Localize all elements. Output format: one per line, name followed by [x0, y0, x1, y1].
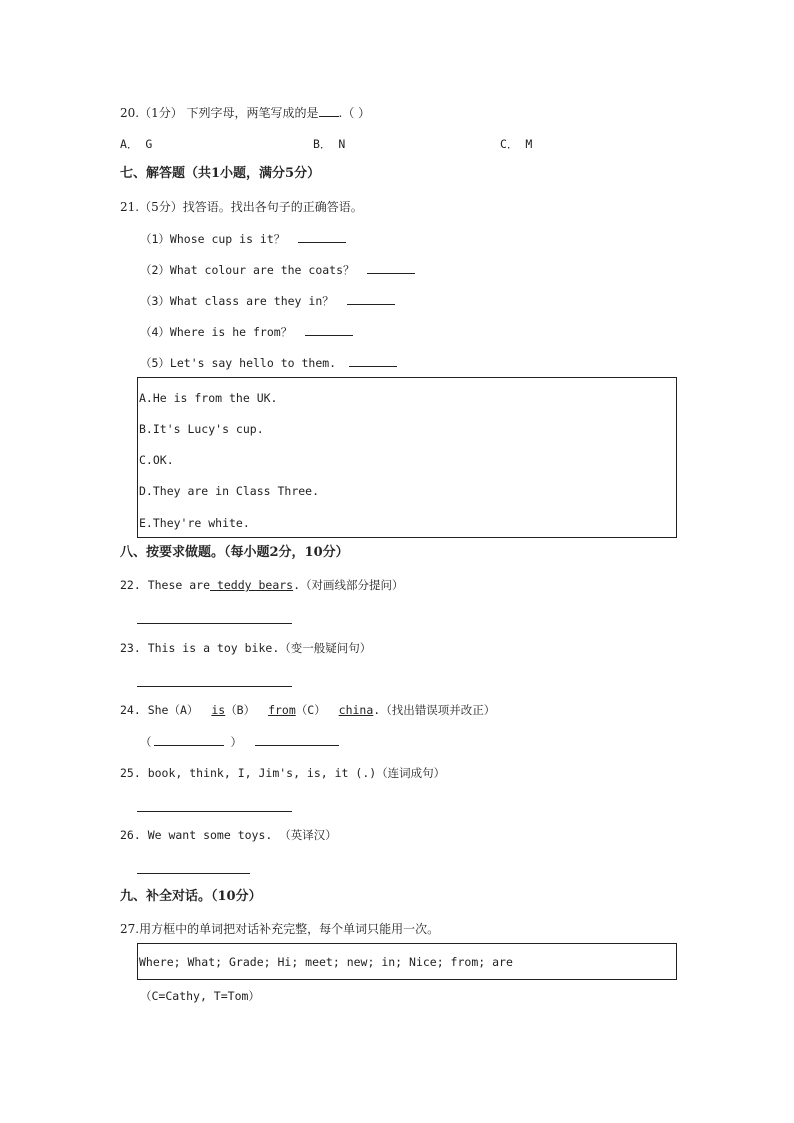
q22-tail: .（对画线部分提问） — [293, 578, 404, 592]
q23: 23. This is a toy bike.（变一般疑问句） — [120, 641, 372, 655]
q24-tail: .（找出错误项并改正） — [373, 703, 496, 717]
q21-item-4-blank[interactable] — [305, 323, 353, 336]
q21-answer-b: B.It's Lucy's cup. — [139, 422, 264, 436]
q24-word-from: from — [268, 703, 296, 717]
q20-stem-text: 20.（1分） 下列字母，两笔写成的是 — [120, 106, 319, 120]
section-7-title: 七、解答题（共1小题，满分5分） — [120, 166, 321, 181]
q20-option-a[interactable]: A． G — [120, 137, 153, 151]
q22-answer-line[interactable] — [137, 623, 292, 624]
q21-item-5 — [140, 354, 397, 371]
q21-item-2-text: （2）What colour are the coats？ — [140, 263, 355, 277]
q24-mark-c: （C） — [295, 703, 326, 717]
q26: 26. We want some toys. （英译汉） — [120, 828, 337, 842]
q21-answer-d: D.They are in Class Three. — [139, 484, 320, 498]
q21-item-1 — [140, 230, 346, 247]
q21-item-4-text: （4）Where is he from？ — [140, 325, 293, 339]
q27-words: Where; What; Grade; Hi; meet; new; in; Nice; from; are — [139, 955, 513, 969]
q24-lead: 24. She（A） — [120, 703, 199, 717]
q24-answer-row — [140, 733, 339, 750]
q25-answer-line[interactable] — [137, 811, 292, 812]
q20-stem — [120, 104, 370, 121]
q21-item-1-text: （1）Whose cup is it？ — [140, 232, 286, 246]
q21-item-3 — [140, 292, 395, 309]
q21-answer-e: E.They're white. — [139, 516, 250, 530]
q27-stem: 27.用方框中的单词把对话补充完整，每个单词只能用一次。 — [120, 922, 440, 936]
q20-option-b[interactable]: B． N — [313, 137, 346, 151]
q24-word-china: china — [338, 703, 374, 717]
q27-note: （C=Cathy, T=Tom） — [140, 989, 260, 1003]
q21-stem: 21.（5分）找答语。找出各句子的正确答语。 — [120, 200, 363, 214]
q24-paren-close: ） — [230, 735, 242, 749]
q24 — [120, 702, 495, 718]
q20-tail: .（ ） — [338, 106, 371, 120]
q21-item-3-blank[interactable] — [347, 292, 395, 305]
section-8-title: 八、按要求做题。（每小题2分，10分） — [120, 545, 349, 560]
q21-item-2-blank[interactable] — [367, 261, 415, 274]
q24-correction-blank[interactable] — [255, 733, 339, 746]
q23-answer-line[interactable] — [137, 686, 292, 687]
q20-blank[interactable] — [319, 104, 339, 117]
q25: 25. book, think, I, Jim's, is, it (.)（连词成句） — [120, 766, 446, 780]
q21-item-5-blank[interactable] — [349, 354, 397, 367]
q26-answer-line[interactable] — [137, 873, 250, 874]
q21-item-4 — [140, 323, 353, 340]
q22-underlined: teddy bears — [210, 578, 294, 592]
q24-mark-b: （B） — [225, 703, 256, 717]
q22 — [120, 577, 404, 593]
q24-letter-blank[interactable] — [154, 733, 224, 746]
q24-paren-open: （ — [140, 735, 152, 749]
q20-option-c[interactable]: C． M — [500, 137, 533, 151]
q21-item-3-text: （3）What class are they in？ — [140, 294, 334, 308]
q21-item-5-text: （5）Let's say hello to them. — [140, 356, 337, 370]
q24-word-is: is — [211, 703, 226, 717]
q21-answer-a: A.He is from the UK. — [139, 391, 278, 405]
q22-num: 22. These are — [120, 578, 211, 592]
section-9-title: 九、补全对话。（10分） — [120, 889, 262, 904]
q21-answer-c: C.OK. — [139, 453, 174, 467]
q21-item-2 — [140, 261, 415, 278]
q21-item-1-blank[interactable] — [298, 230, 346, 243]
